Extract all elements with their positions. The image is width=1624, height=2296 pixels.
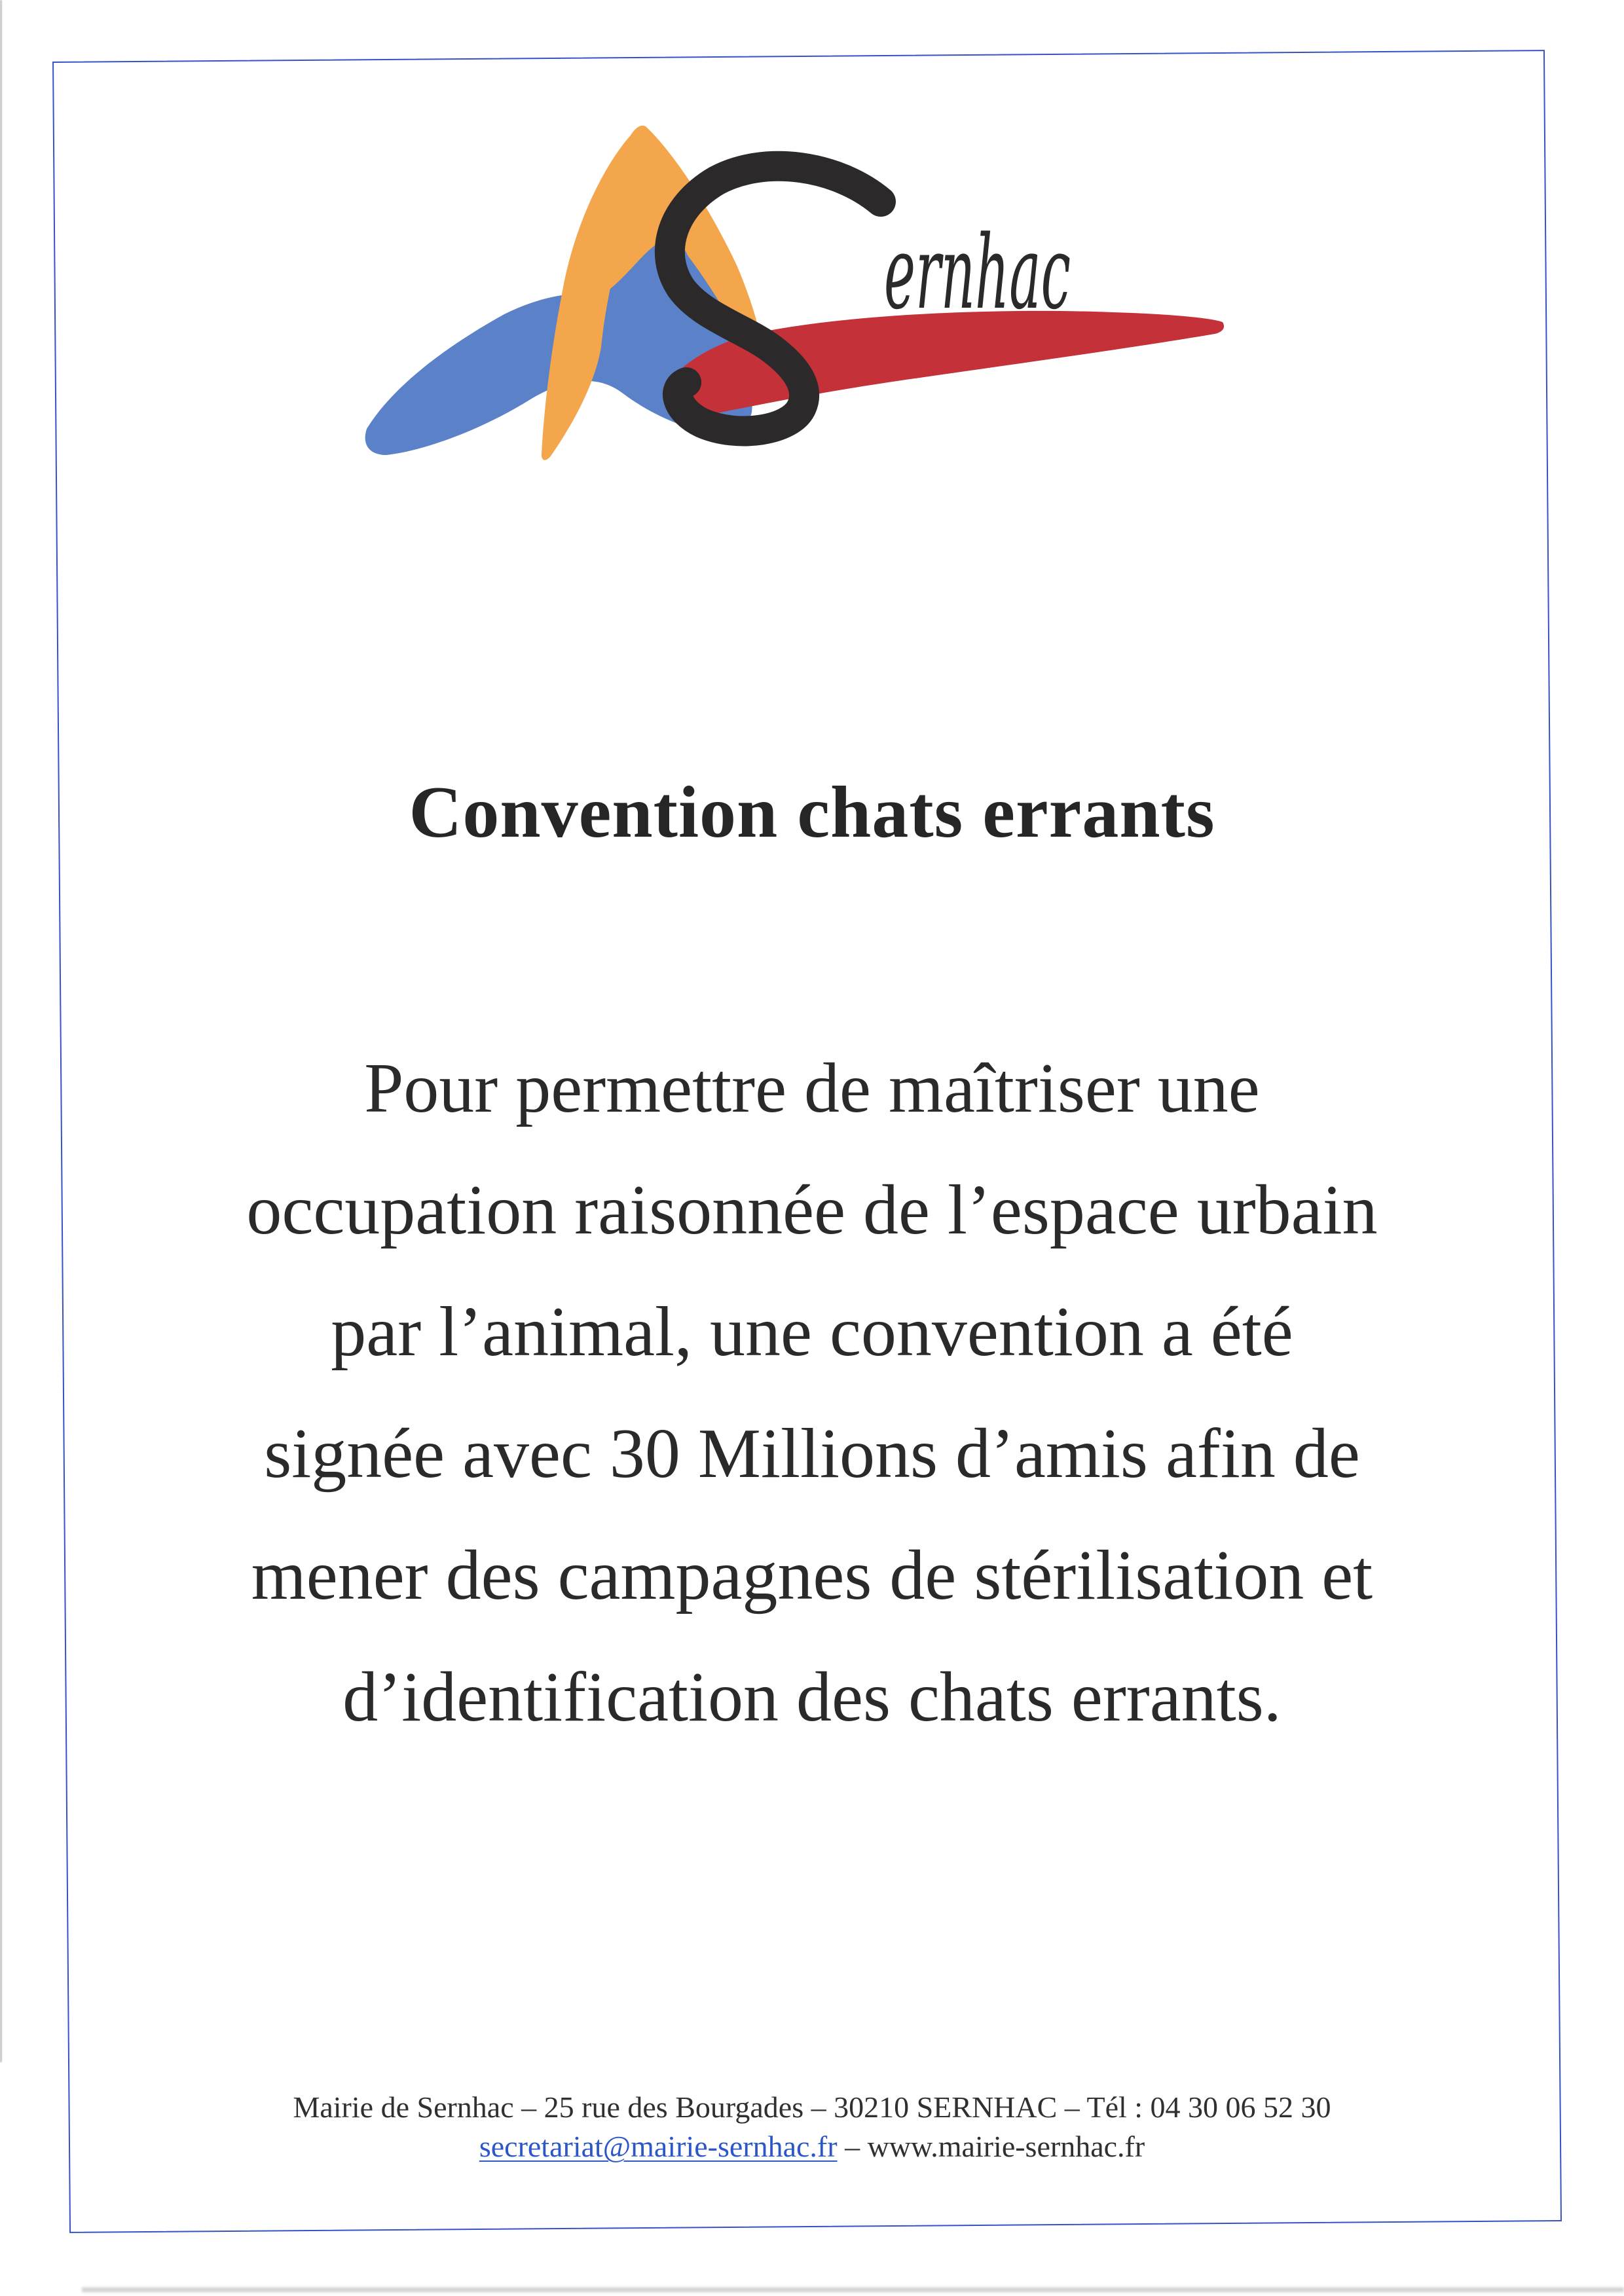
body-line: par l’animal, une convention a été [331,1293,1293,1371]
body-line: mener des campagnes de stérilisation et [251,1537,1373,1614]
body-line: Pour permettre de maîtriser une [364,1049,1260,1127]
footer-email-link[interactable]: secretariat@mairie-sernhac.fr [479,2130,838,2163]
body-paragraph [0,1028,1624,1758]
body-line: d’identification des chats errants. [342,1658,1282,1736]
footer-contact-line [0,2127,1624,2166]
scan-edge-artifact-bottom [82,2287,1624,2292]
body-line: signée avec 30 Millions d’amis afin de [264,1415,1360,1493]
footer [0,2088,1624,2166]
page-title: Convention chats errants [409,772,1215,853]
footer-separator: – [837,2130,868,2163]
sernhac-logo [341,98,1257,478]
footer-address-line: Mairie de Sernhac – 25 rue des Bourgades – 30210 SERNHAC – Tél : 04 30 06 52 30 [293,2090,1331,2124]
footer-website-text: www.mairie-sernhac.fr [867,2130,1145,2163]
body-line: occupation raisonnée de l’espace urbain [246,1171,1378,1249]
logo-wordmark-text: ernhac [884,213,1071,332]
